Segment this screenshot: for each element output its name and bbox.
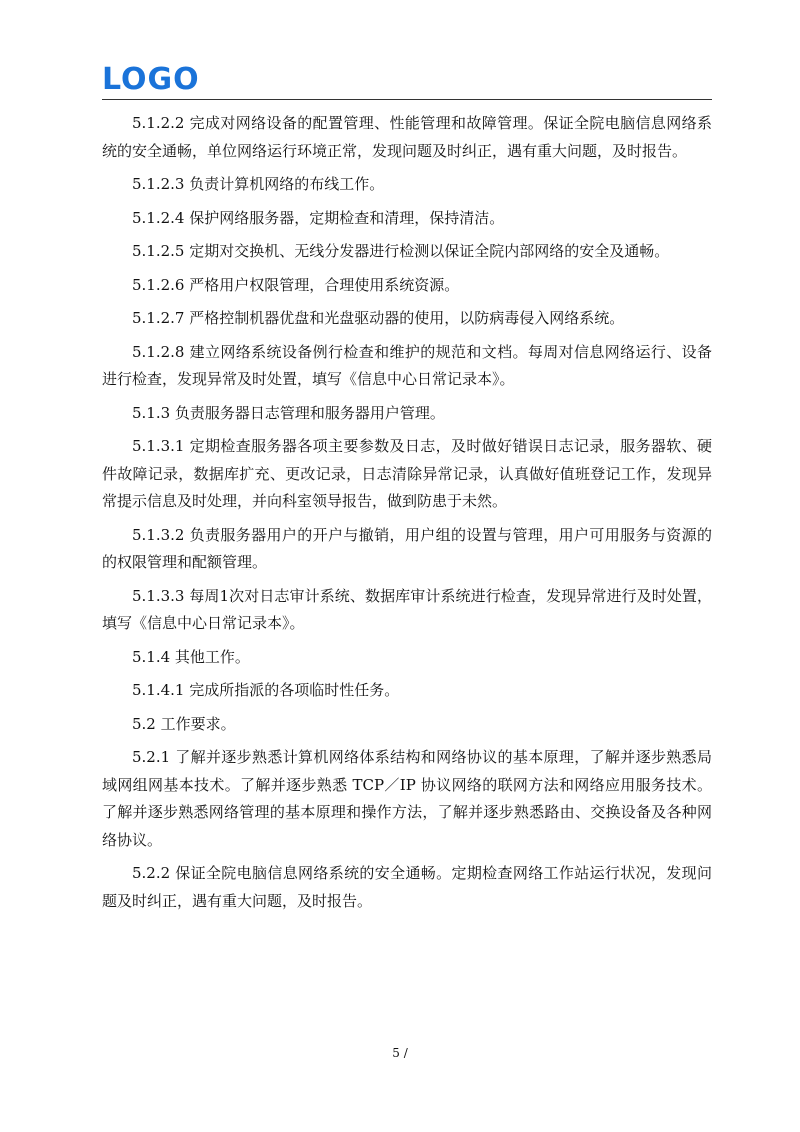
paragraph-5-1-2-3: 5.1.2.3 负责计算机网络的布线工作。: [132, 175, 385, 193]
paragraph-5-1-2-6: 5.1.2.6 严格用户权限管理，合理使用系统资源。: [132, 275, 460, 294]
page-header: [102, 60, 712, 100]
paragraph-5-2-1: 5.2.1 了解并逐步熟悉计算机网络体系结构和网络协议的基本原理，了解并逐步熟悉局域网组网基本技术。了解并逐步熟悉 TCP／IP 协议网络的联网方法和网络应用服务技术。了解并逐步熟悉网络管理的基本原理和操作方法，了解并逐步熟悉路由、交换设备及各种网络协议。: [102, 748, 712, 849]
paragraph-5-1-2-4: 5.1.2.4 保护网络服务器，定期检查和清理，保持清洁。: [132, 208, 505, 227]
paragraph-5-1-2-5: 5.1.2.5 定期对交换机、无线分发器进行检测以保证全院内部网络的安全及通畅。: [132, 242, 670, 260]
paragraph-5-1-4-1: 5.1.4.1 完成所指派的各项临时性任务。: [132, 681, 400, 699]
paragraph-5-1-2-8: 5.1.2.8 建立网络系统设备例行检查和维护的规范和文档。每周对信息网络运行、设备进行检查，发现异常及时处置，填写《信息中心日常记录本》。: [102, 342, 712, 388]
paragraph-5-2: 5.2 工作要求。: [132, 714, 236, 733]
paragraph-5-2-2: 5.2.2 保证全院电脑信息网络系统的安全通畅。定期检查网络工作站运行状况，发现问题及时纠正，遇有重大问题，及时报告。: [102, 864, 712, 910]
logo: LOGO: [102, 62, 200, 97]
paragraph-5-1-3-3: 5.1.3.3 每周1次对日志审计系统、数据库审计系统进行检查，发现异常进行及时处置，填写《信息中心日常记录本》。: [102, 586, 712, 632]
paragraph-5-1-2-2: 5.1.2.2 完成对网络设备的配置管理、性能管理和故障管理。保证全院电脑信息网络系统的安全通畅，单位网络运行环境正常，发现问题及时纠正，遇有重大问题，及时报告。: [102, 114, 712, 160]
document-body: [102, 110, 712, 921]
paragraph-5-1-3-1: 5.1.3.1 定期检查服务器各项主要参数及日志，及时做好错误日志记录，服务器软、硬件故障记录，数据库扩充、更改记录，日志清除异常记录，认真做好值班登记工作，发现异常提示信息及时处理，并向科室领导报告，做到防患于未然。: [102, 437, 712, 510]
page-number: 5 /: [392, 1046, 408, 1060]
paragraph-5-1-3-2: 5.1.3.2 负责服务器用户的开户与撤销，用户组的设置与管理，用户可用服务与资源的的权限管理和配额管理。: [102, 525, 712, 571]
paragraph-5-1-4: 5.1.4 其他工作。: [132, 647, 250, 666]
paragraph-5-1-3: 5.1.3 负责服务器日志管理和服务器用户管理。: [132, 403, 445, 422]
paragraph-5-1-2-7: 5.1.2.7 严格控制机器优盘和光盘驱动器的使用，以防病毒侵入网络系统。: [132, 309, 625, 327]
header-divider: [102, 99, 712, 100]
